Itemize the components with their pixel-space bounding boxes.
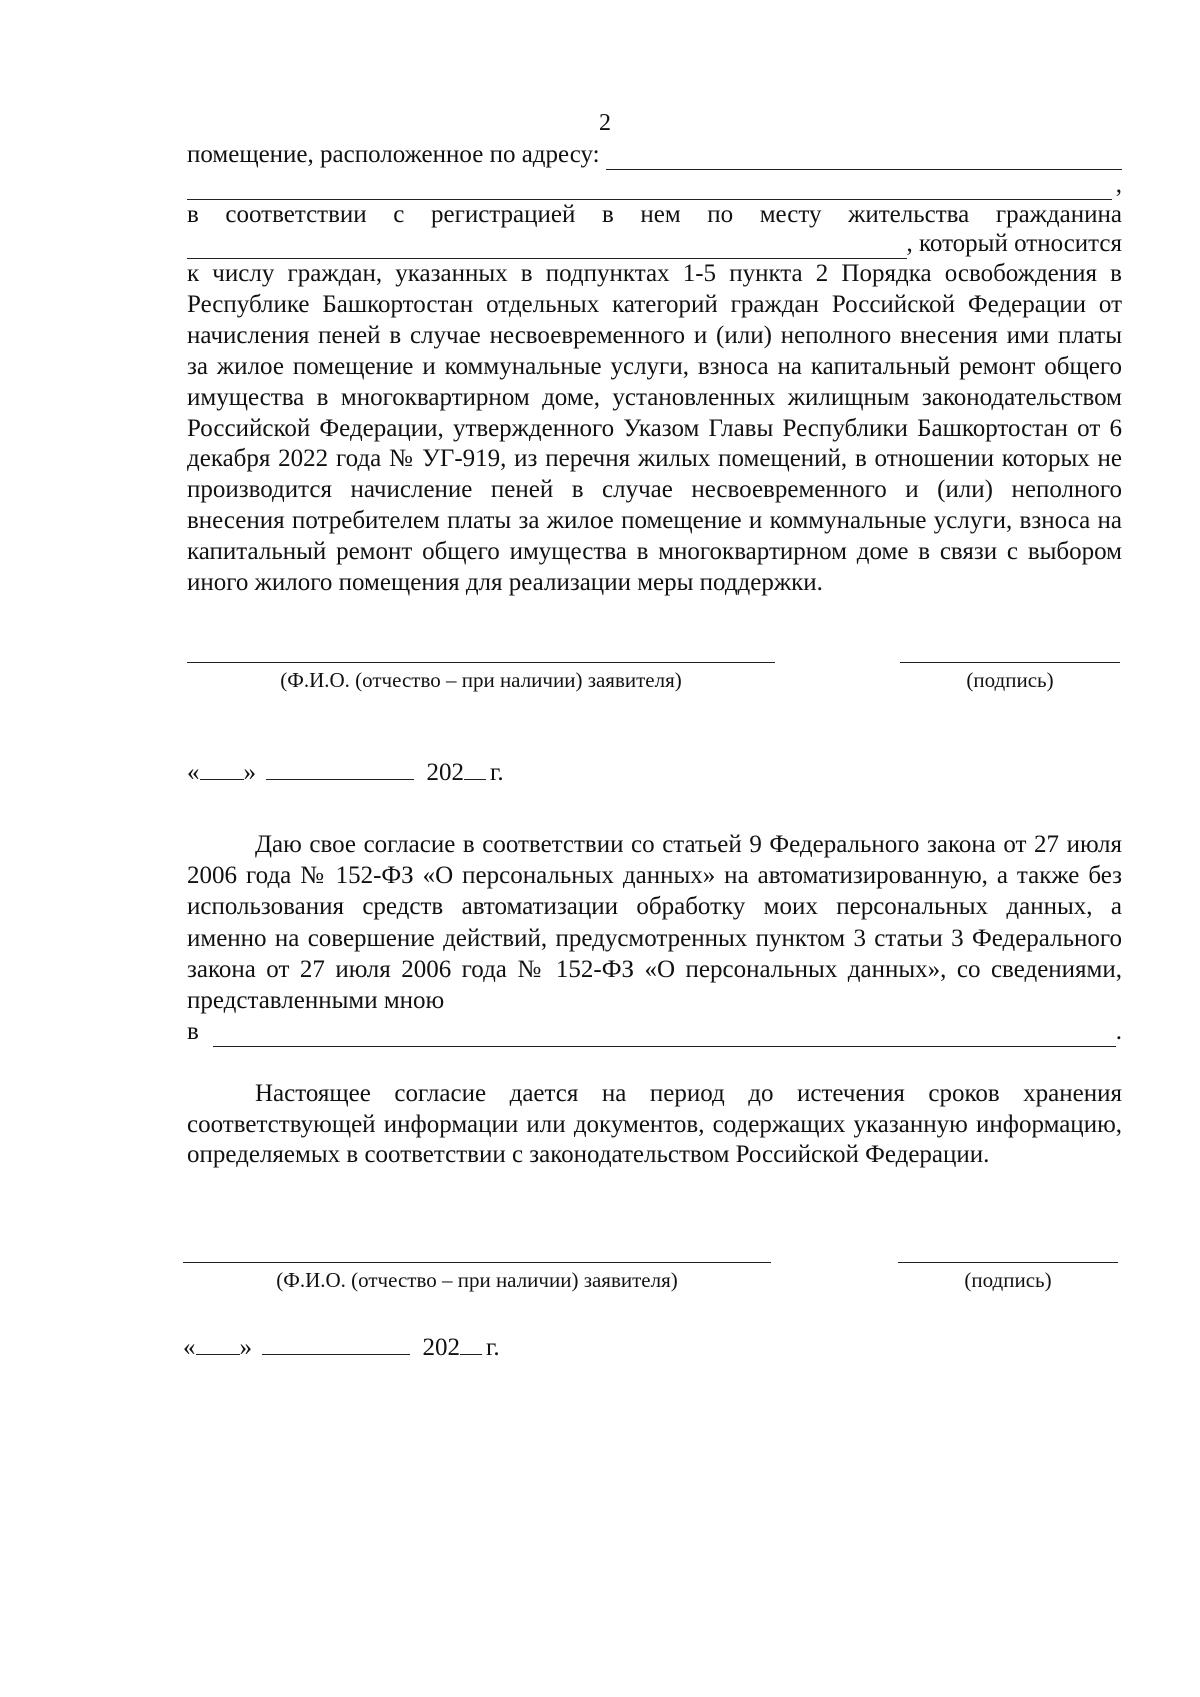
applicant-name-caption-2: (Ф.И.О. (отчество – при наличии) заявителя) [276, 1268, 678, 1292]
applicant-name-field[interactable] [187, 662, 775, 663]
consent-data-end: . [1115, 1018, 1122, 1045]
registration-line [187, 200, 1122, 230]
day-field-2[interactable] [196, 1332, 240, 1355]
registration-word: по [707, 201, 734, 228]
year-field[interactable] [464, 757, 486, 780]
citizen-line [187, 229, 1122, 259]
date-line-2 [183, 1332, 500, 1363]
date-close-quote-2: » [239, 1334, 252, 1361]
registration-word: жительства [848, 201, 970, 228]
signature-caption: (подпись) [966, 668, 1054, 692]
registration-word: с [393, 201, 405, 228]
year-field-2[interactable] [460, 1332, 482, 1355]
consent-data-line [187, 1017, 1122, 1047]
registration-word: регистрацией [430, 201, 576, 228]
day-field[interactable] [200, 757, 244, 780]
applicant-name-field-2[interactable] [183, 1262, 771, 1263]
date-year-suffix-2: г. [486, 1334, 500, 1361]
address-line [187, 140, 1122, 170]
registration-word: соответствии [225, 201, 367, 228]
month-field-2[interactable] [262, 1332, 410, 1355]
consent-paragraph-text: Даю свое согласие в соответствии со статьей 9 Федерального закона от 27 июля 2006 года № 152-ФЗ «О персональных данных» на автоматизированную, а также без использования средств автоматизации обработку моих персональных данных, а именно на совершение действий, предусмотренных пунктом 3 статьи 3 Федерального закона от 27 июля 2006 года № 152-ФЗ «О персональных данных», со сведениями, представленными мною [187, 831, 1122, 1015]
address-field-2[interactable] [187, 175, 1112, 200]
date-open-quote: « [187, 759, 200, 786]
consent-paragraph [187, 829, 1122, 1016]
consent-data-prefix: в [187, 1018, 199, 1045]
address-label: помещение, расположенное по адресу: [187, 141, 600, 168]
date-year-suffix: г. [490, 759, 504, 786]
page-number: 2 [599, 110, 611, 136]
date-close-quote: » [243, 759, 256, 786]
citizen-line-tail: , который относится [906, 230, 1122, 257]
address-field[interactable] [606, 145, 1122, 170]
consent-period-paragraph [187, 1079, 1122, 1171]
signature-caption-2: (подпись) [964, 1268, 1052, 1292]
registration-word: гражданина [995, 201, 1122, 228]
consent-period-text: Настоящее согласие дается на период до истечения сроков хранения соответствующей информации или документов, содержащих указанную информацию, определяемых в соответствии с законодательством Российской Федерации. [187, 1080, 1122, 1169]
signature-field-2[interactable] [898, 1262, 1118, 1263]
registration-word: в [601, 201, 614, 228]
address-line-end: , [1115, 171, 1122, 198]
date-open-quote-2: « [183, 1334, 196, 1361]
signature-field[interactable] [900, 662, 1120, 663]
applicant-name-caption: (Ф.И.О. (отчество – при наличии) заявителя) [280, 668, 682, 692]
registration-word: в [187, 201, 199, 228]
citizen-name-field[interactable] [187, 234, 907, 259]
registration-word: месту [759, 201, 822, 228]
date-line [187, 757, 504, 788]
address-line-2 [187, 170, 1122, 200]
exemption-paragraph: к числу граждан, указанных в подпунктах 1-5 пункта 2 Порядка освобождения в Республике Башкортостан отдельных категорий граждан Российской Федерации от начисления пеней в случае несвоевременного и (или) неполного внесения ими платы за жилое помещение и коммунальные услуги, взноса на капитальный ремонт общего имущества в многоквартирном доме, установленных жилищным законодательством Российской Федерации, утвержденного Указом Главы Республики Башкортостан от 6 декабря 2022 года № УГ-919, из перечня жилых помещений, в отношении которых не производится начисление пеней в случае несвоевременного и (или) неполного внесения потребителем платы за жилое помещение и коммунальные услуги, взноса на капитальный ремонт общего имущества в многоквартирном доме в связи с выбором иного жилого помещения для реализации меры поддержки. [187, 260, 1122, 597]
date-year-2: 202 [422, 1334, 460, 1361]
consent-data-field[interactable] [213, 1022, 1116, 1047]
month-field[interactable] [266, 757, 414, 780]
registration-word: нем [640, 201, 681, 228]
date-year: 202 [426, 759, 464, 786]
